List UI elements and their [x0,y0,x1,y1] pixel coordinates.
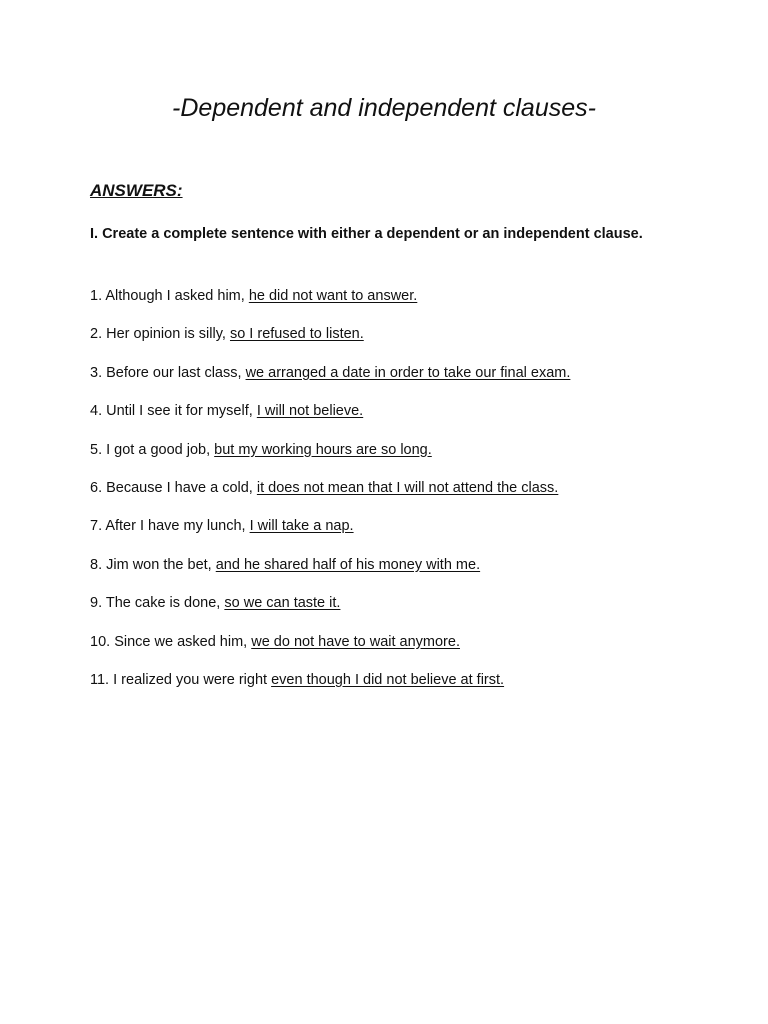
list-item [90,363,730,401]
item-prefix: I realized you were right [109,671,268,688]
item-number: 3. [90,364,103,381]
item-prefix: Until I see it for myself, [106,403,253,420]
item-answer: we do not have to wait anymore. [251,633,460,650]
item-answer: he did not want to answer. [248,288,418,304]
item-prefix: Although I asked him, [105,288,245,304]
item-number: 9. [90,595,103,612]
item-prefix: I got a good job, [106,441,211,458]
item-answer: even though I did not believe at first. [271,671,505,688]
item-prefix: Before our last class, [106,364,242,381]
list-item [90,401,730,439]
instruction-text: I. Create a complete sentence with either a dependent or an independent clause. [90,226,643,242]
item-prefix: Jim won the bet, [106,556,212,573]
item-prefix: After I have my lunch, [105,518,246,535]
list-item [90,516,730,554]
item-answer: I will not believe. [256,403,364,420]
item-answer: but my working hours are so long. [214,441,432,458]
list-item [90,324,730,362]
page-title: -Dependent and independent clauses- [172,94,596,122]
item-number: 11. [90,671,110,688]
item-prefix: Since we asked him, [114,633,248,650]
answers-heading: ANSWERS: [90,181,183,200]
item-number: 6. [90,479,103,496]
list-item [90,440,730,478]
item-number: 4. [90,403,103,420]
item-number: 2. [90,326,103,343]
item-prefix: Because I have a cold, [106,479,253,496]
item-prefix: Her opinion is silly, [106,326,226,343]
item-answer: and he shared half of his money with me. [215,556,481,573]
item-number: 5. [90,441,103,458]
list-item [90,478,730,516]
item-number: 10. [90,633,111,650]
item-number: 7. [90,518,103,535]
list-item [90,593,730,631]
item-number: 1. [90,288,103,304]
list-item [90,632,730,670]
item-answer: so we can taste it. [224,595,341,612]
list-item [90,670,730,708]
item-answer: I will take a nap. [249,518,354,535]
item-answer: we arranged a date in order to take our final exam. [245,364,571,381]
item-answer: it does not mean that I will not attend the class. [256,479,559,496]
list-item [90,286,730,324]
item-number: 8. [90,556,103,573]
item-prefix: The cake is done, [105,595,221,612]
list-item [90,555,730,593]
answer-list [90,286,730,708]
item-answer: so I refused to listen. [229,326,364,343]
